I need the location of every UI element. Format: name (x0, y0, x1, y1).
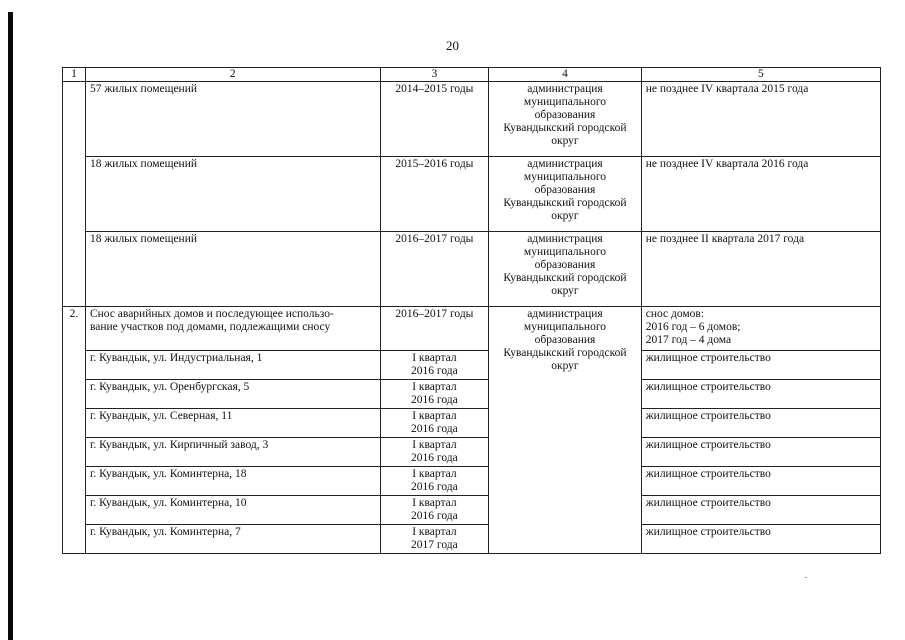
demolition-quarter: I квартал 2016 года (380, 438, 489, 467)
row-description: 57 жилых помещений (85, 82, 380, 157)
row-executor: администрация муниципального образования Кувандыкский городской округ (489, 232, 642, 307)
demolition-quarter: I квартал 2017 года (380, 525, 489, 554)
binding-edge (8, 12, 13, 640)
table-row (63, 467, 881, 496)
land-use: жилищное строительство (641, 438, 880, 467)
house-address: г. Кувандык, ул. Индустриальная, 1 (85, 351, 380, 380)
row-period: 2015–2016 годы (380, 157, 489, 232)
land-use: жилищное строительство (641, 409, 880, 438)
header-col-2: 2 (85, 68, 380, 82)
header-col-1: 1 (63, 68, 86, 82)
table-row (63, 157, 881, 232)
section-description: Снос аварийных домов и последующее использо- вание участков под домами, подлежащими сносу (85, 307, 380, 351)
program-table (62, 67, 881, 554)
table-row (63, 380, 881, 409)
section-result: снос домов: 2016 год – 6 домов; 2017 год – 4 дома (641, 307, 880, 351)
empty-number-cell (63, 82, 86, 307)
row-executor: администрация муниципального образования Кувандыкский городской округ (489, 157, 642, 232)
row-executor: администрация муниципального образования Кувандыкский городской округ (489, 82, 642, 157)
table-row (63, 82, 881, 157)
header-col-5: 5 (641, 68, 880, 82)
table-row (63, 409, 881, 438)
row-description: 18 жилых помещений (85, 157, 380, 232)
header-col-4: 4 (489, 68, 642, 82)
land-use: жилищное строительство (641, 525, 880, 554)
row-period: 2016–2017 годы (380, 232, 489, 307)
row-period: 2014–2015 годы (380, 82, 489, 157)
land-use: жилищное строительство (641, 380, 880, 409)
table-row (63, 351, 881, 380)
table-row (63, 496, 881, 525)
header-row (63, 68, 881, 82)
land-use: жилищное строительство (641, 467, 880, 496)
page-number: 20 (446, 38, 459, 53)
house-address: г. Кувандык, ул. Коминтерна, 10 (85, 496, 380, 525)
table-row (63, 525, 881, 554)
house-address: г. Кувандык, ул. Коминтерна, 7 (85, 525, 380, 554)
demolition-quarter: I квартал 2016 года (380, 351, 489, 380)
house-address: г. Кувандык, ул. Коминтерна, 18 (85, 467, 380, 496)
section-2-row (63, 307, 881, 351)
scan-speck (805, 577, 807, 578)
row-deadline: не позднее IV квартала 2015 года (641, 82, 880, 157)
demolition-quarter: I квартал 2016 года (380, 467, 489, 496)
demolition-quarter: I квартал 2016 года (380, 380, 489, 409)
land-use: жилищное строительство (641, 351, 880, 380)
house-address: г. Кувандык, ул. Северная, 11 (85, 409, 380, 438)
demolition-quarter: I квартал 2016 года (380, 496, 489, 525)
section-number: 2. (63, 307, 86, 554)
table-row (63, 438, 881, 467)
row-deadline: не позднее II квартала 2017 года (641, 232, 880, 307)
row-description: 18 жилых помещений (85, 232, 380, 307)
house-address: г. Кувандык, ул. Оренбургская, 5 (85, 380, 380, 409)
header-col-3: 3 (380, 68, 489, 82)
section-period: 2016–2017 годы (380, 307, 489, 351)
land-use: жилищное строительство (641, 496, 880, 525)
table-row (63, 232, 881, 307)
row-deadline: не позднее IV квартала 2016 года (641, 157, 880, 232)
section-executor: администрация муниципального образования Кувандыкский городской округ (489, 307, 642, 554)
demolition-quarter: I квартал 2016 года (380, 409, 489, 438)
house-address: г. Кувандык, ул. Кирпичный завод, 3 (85, 438, 380, 467)
